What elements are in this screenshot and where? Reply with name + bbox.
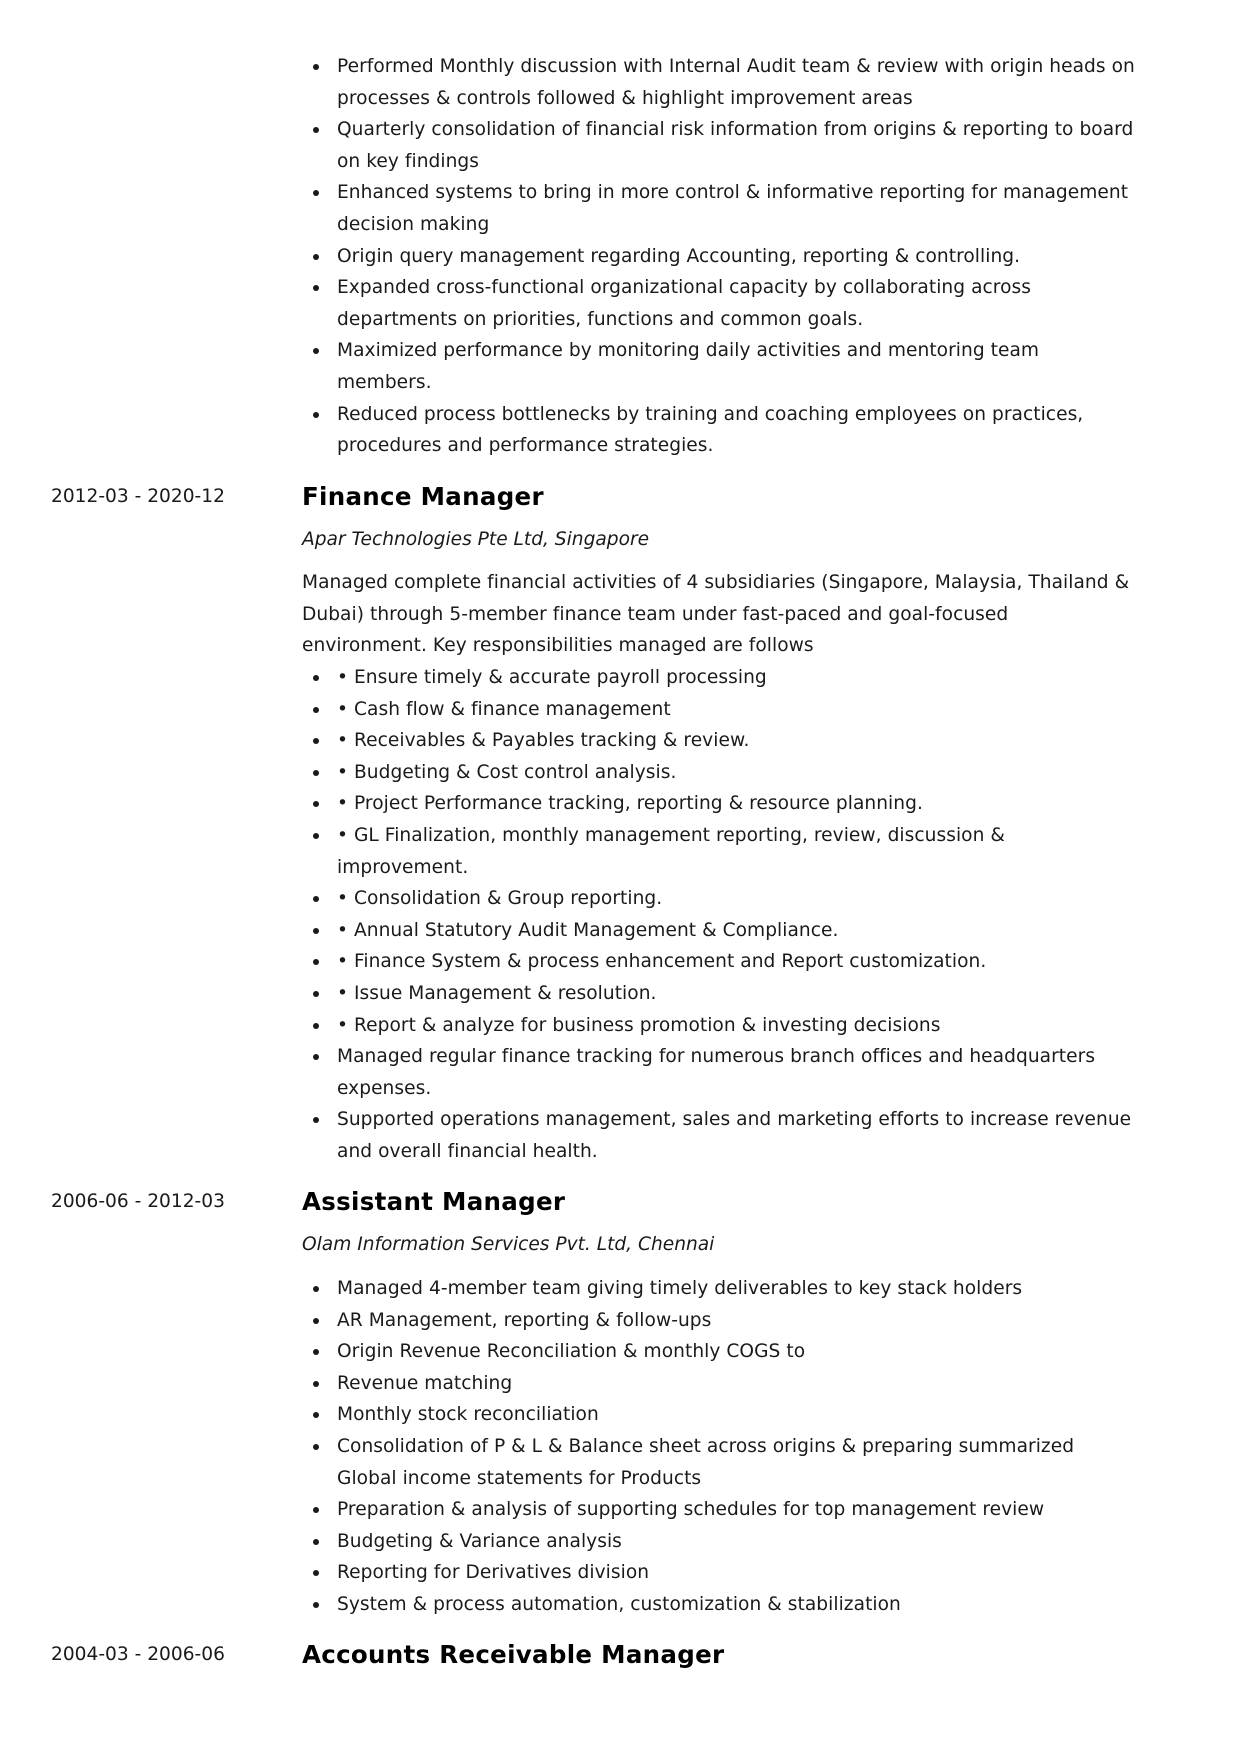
bullet-icon xyxy=(313,896,319,902)
bullet-icon xyxy=(313,64,319,70)
bullet-icon xyxy=(313,1349,319,1355)
list-item-text: Revenue matching xyxy=(337,1372,513,1394)
bullet-icon xyxy=(313,1381,319,1387)
list-item-text: • Annual Statutory Audit Management & Compliance. xyxy=(337,919,839,941)
bullet-icon xyxy=(313,1286,319,1292)
list-item-text: Managed 4-member team giving timely deliverables to key stack holders xyxy=(337,1278,1023,1299)
bullet-icon xyxy=(313,959,319,965)
bullet-icon xyxy=(313,928,319,934)
list-item-text: Origin Revenue Reconciliation & monthly COGS to xyxy=(337,1341,806,1363)
bullet-icon xyxy=(313,190,319,196)
job-company: Olam Information Services Pvt. Ltd, Chennai xyxy=(302,1234,715,1255)
list-item-text: departments on priorities, functions and common goals. xyxy=(337,308,864,330)
job-dates: 2004-03 - 2006-06 xyxy=(51,1644,225,1665)
list-item-text: System & process automation, customization & stabilization xyxy=(337,1594,901,1615)
bullet-icon xyxy=(313,1117,319,1123)
list-item-text: • GL Finalization, monthly management reporting, review, discussion & xyxy=(337,825,1005,846)
bullet-icon xyxy=(313,127,319,133)
list-item-text: decision making xyxy=(337,214,490,235)
job-title: Finance Manager xyxy=(302,482,544,511)
list-item-text: Origin query management regarding Accounting, reporting & controlling. xyxy=(337,245,1021,267)
list-item-text: Enhanced systems to bring in more control & informative reporting for management xyxy=(337,182,1129,204)
list-item-text: Managed regular finance tracking for numerous branch offices and headquarters xyxy=(337,1046,1096,1068)
bullet-icon xyxy=(313,1444,319,1450)
list-item-text: • Consolidation & Group reporting. xyxy=(337,888,663,910)
list-item-text: • Finance System & process enhancement and Report customization. xyxy=(337,951,987,973)
list-item-text: and overall financial health. xyxy=(337,1141,598,1162)
list-item-text: • Budgeting & Cost control analysis. xyxy=(337,761,677,783)
bullet-icon xyxy=(313,991,319,997)
bullet-icon xyxy=(313,1054,319,1060)
list-item-text: • Receivables & Payables tracking & review. xyxy=(337,730,750,752)
bullet-icon xyxy=(313,770,319,776)
bullet-icon xyxy=(313,1539,319,1545)
list-item-text: expenses. xyxy=(337,1077,432,1099)
bullet-icon xyxy=(313,675,319,681)
bullet-icon xyxy=(313,254,319,260)
job-description-line: Dubai) through 5-member finance team under fast-paced and goal-focused xyxy=(302,603,1009,625)
list-item-text: Global income statements for Products xyxy=(337,1467,702,1489)
list-item-text: Budgeting & Variance analysis xyxy=(337,1530,622,1552)
list-item-text: Reporting for Derivatives division xyxy=(337,1562,650,1584)
bullet-icon xyxy=(313,1570,319,1576)
list-item-text: • Project Performance tracking, reporting & resource planning. xyxy=(337,793,923,815)
list-item-text: Expanded cross-functional organizational capacity by collaborating across xyxy=(337,277,1031,299)
bullet-icon xyxy=(313,348,319,354)
job-dates: 2012-03 - 2020-12 xyxy=(51,486,225,507)
job-title: Assistant Manager xyxy=(302,1187,566,1216)
job-description-line: environment. Key responsibilities managed are follows xyxy=(302,635,814,657)
bullet-icon xyxy=(313,1023,319,1029)
bullet-icon xyxy=(313,1602,319,1608)
list-item-text: AR Management, reporting & follow-ups xyxy=(337,1309,712,1331)
list-item-text: procedures and performance strategies. xyxy=(337,435,714,457)
bullet-icon xyxy=(313,707,319,713)
bullet-icon xyxy=(313,801,319,807)
list-item-text: processes & controls followed & highlight improvement areas xyxy=(337,87,913,109)
bullet-icon xyxy=(313,412,319,418)
list-item-text: • Report & analyze for business promotion & investing decisions xyxy=(337,1014,941,1036)
list-item-text: on key findings xyxy=(337,150,480,172)
list-item-text: improvement. xyxy=(337,856,469,878)
list-item-text: members. xyxy=(337,372,432,393)
job-description-line: Managed complete financial activities of 4 subsidiaries (Singapore, Malaysia, Thailand & xyxy=(302,572,1130,593)
list-item-text: Monthly stock reconciliation xyxy=(337,1404,599,1426)
list-item-text: Consolidation of P & L & Balance sheet across origins & preparing summarized xyxy=(337,1436,1075,1457)
list-item-text: Supported operations management, sales and marketing efforts to increase revenue xyxy=(337,1109,1132,1131)
list-item-text: Maximized performance by monitoring daily activities and mentoring team xyxy=(337,340,1040,362)
bullet-icon xyxy=(313,1412,319,1418)
list-item-text: Performed Monthly discussion with Internal Audit team & review with origin heads on xyxy=(337,56,1135,77)
bullet-icon xyxy=(313,833,319,839)
list-item-text: Preparation & analysis of supporting schedules for top management review xyxy=(337,1499,1045,1521)
list-item-text: Reduced process bottlenecks by training and coaching employees on practices, xyxy=(337,403,1084,425)
list-item-text: • Cash flow & finance management xyxy=(337,698,671,720)
bullet-icon xyxy=(313,285,319,291)
job-company: Apar Technologies Pte Ltd, Singapore xyxy=(302,529,650,550)
bullet-icon xyxy=(313,1507,319,1513)
list-item-text: Quarterly consolidation of financial risk information from origins & reporting to board xyxy=(337,119,1134,141)
list-item-text: • Issue Management & resolution. xyxy=(337,983,657,1004)
job-dates: 2006-06 - 2012-03 xyxy=(51,1191,225,1212)
bullet-icon xyxy=(313,738,319,744)
job-title: Accounts Receivable Manager xyxy=(302,1640,725,1669)
bullet-icon xyxy=(313,1318,319,1324)
list-item-text: • Ensure timely & accurate payroll processing xyxy=(337,667,767,688)
